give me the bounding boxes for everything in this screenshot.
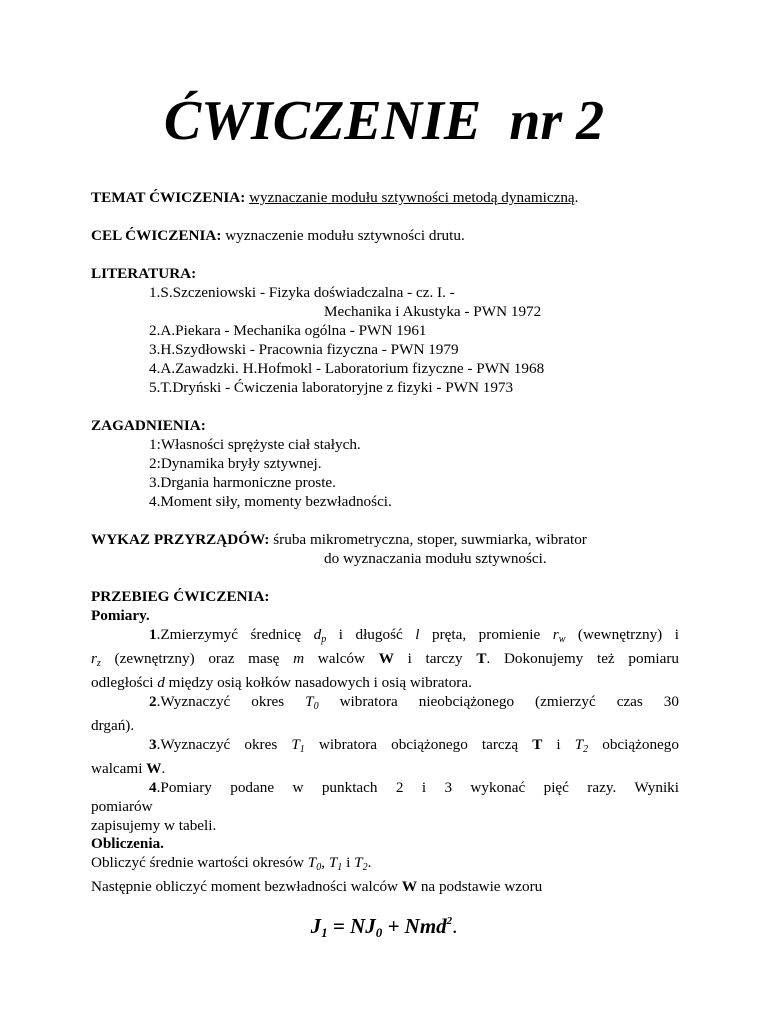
step-1-line-3: odległości d między osią kołków nasadowych i osią wibratora.: [91, 674, 472, 691]
cel-label: CEL ĆWICZENIA:: [91, 227, 222, 244]
step-3-line-2: walcami W.: [91, 760, 166, 777]
cel-section: [91, 226, 679, 245]
zagadnienia-item: 3.Drgania harmoniczne proste.: [149, 474, 336, 491]
obliczenia-section: [91, 834, 679, 896]
cel-value: wyznaczenie modułu sztywności drutu.: [221, 227, 465, 244]
wykaz-section: [91, 530, 679, 568]
step-1-line-1: 1.Zmierzymyć średnicę dp i długość l pręta, promienie rw (wewnętrzny) i: [149, 626, 679, 645]
przebieg-label: PRZEBIEG ĆWICZENIA:: [91, 588, 270, 605]
step-2-line-1: 2.Wyznaczyć okres T0 wibratora nieobciążonego (zmierzyć czas 30: [149, 693, 679, 712]
step-4-line-2: pomiarów: [91, 798, 153, 815]
obliczenia-label: Obliczenia.: [91, 835, 164, 852]
zagadnienia-section: [91, 416, 679, 511]
zagadnienia-item: 1:Własności sprężyste ciał stałych.: [149, 436, 361, 453]
literatura-item: Mechanika i Akustyka - PWN 1972: [324, 303, 542, 320]
temat-value: wyznaczanie modułu sztywności metodą dynamiczną: [249, 189, 575, 206]
obliczenia-line-2: Następnie obliczyć moment bezwładności walców W na podstawie wzoru: [91, 878, 543, 895]
temat-end: .: [574, 189, 579, 206]
temat-label: TEMAT ĆWICZENIA:: [91, 189, 246, 206]
wykaz-line2: do wyznaczania modułu sztywności.: [324, 550, 547, 567]
step-4-line-3: zapisujemy w tabeli.: [91, 817, 217, 834]
step-3-line-1: 3.Wyznaczyć okres T1 wibratora obciążonego tarczą T i T2 obciążonego: [149, 736, 679, 755]
wykaz-line1: śruba mikrometryczna, stoper, suwmiarka, wibrator: [269, 531, 587, 548]
zagadnienia-label: ZAGADNIENIA:: [91, 417, 206, 434]
literatura-item: 1.S.Szczeniowski - Fizyka doświadczalna - cz. I. -: [149, 284, 455, 301]
step-1-line-2: rz (zewnętrzny) oraz masę m walców W i tarczy T. Dokonujemy też pomiaru: [91, 650, 679, 669]
step-2-line-2: drgań).: [91, 717, 135, 734]
literatura-item: 5.T.Dryński - Ćwiczenia laboratoryjne z fizyki - PWN 1973: [149, 379, 514, 396]
literatura-item: 4.A.Zawadzki. H.Hofmokl - Laboratorium fizyczne - PWN 1968: [149, 360, 545, 377]
literatura-section: [91, 264, 679, 397]
przebieg-section: [91, 587, 679, 835]
obliczenia-line-1: Obliczyć średnie wartości okresów T0, T1 i T2.: [91, 854, 372, 873]
literatura-label: LITERATURA:: [91, 265, 197, 282]
literatura-item: 2.A.Piekara - Mechanika ogólna - PWN 1961: [149, 322, 427, 339]
zagadnienia-item: 4.Moment siły, momenty bezwładności.: [149, 493, 392, 510]
zagadnienia-item: 2:Dynamika bryły sztywnej.: [149, 455, 322, 472]
literatura-item: 3.H.Szydłowski - Pracownia fizyczna - PWN 1979: [149, 341, 459, 358]
temat-section: [91, 188, 679, 207]
pomiary-label: Pomiary.: [91, 607, 150, 624]
page-title: ĆWICZENIE nr 2: [163, 90, 605, 152]
wykaz-label: WYKAZ PRZYRZĄDÓW:: [91, 531, 270, 548]
step-4-line-1: 4.Pomiary podane w punktach 2 i 3 wykonać pięć razy. Wyniki: [149, 779, 679, 796]
formula: $J_1 = NJ_0 + Nmd^2$.: [310, 914, 458, 940]
